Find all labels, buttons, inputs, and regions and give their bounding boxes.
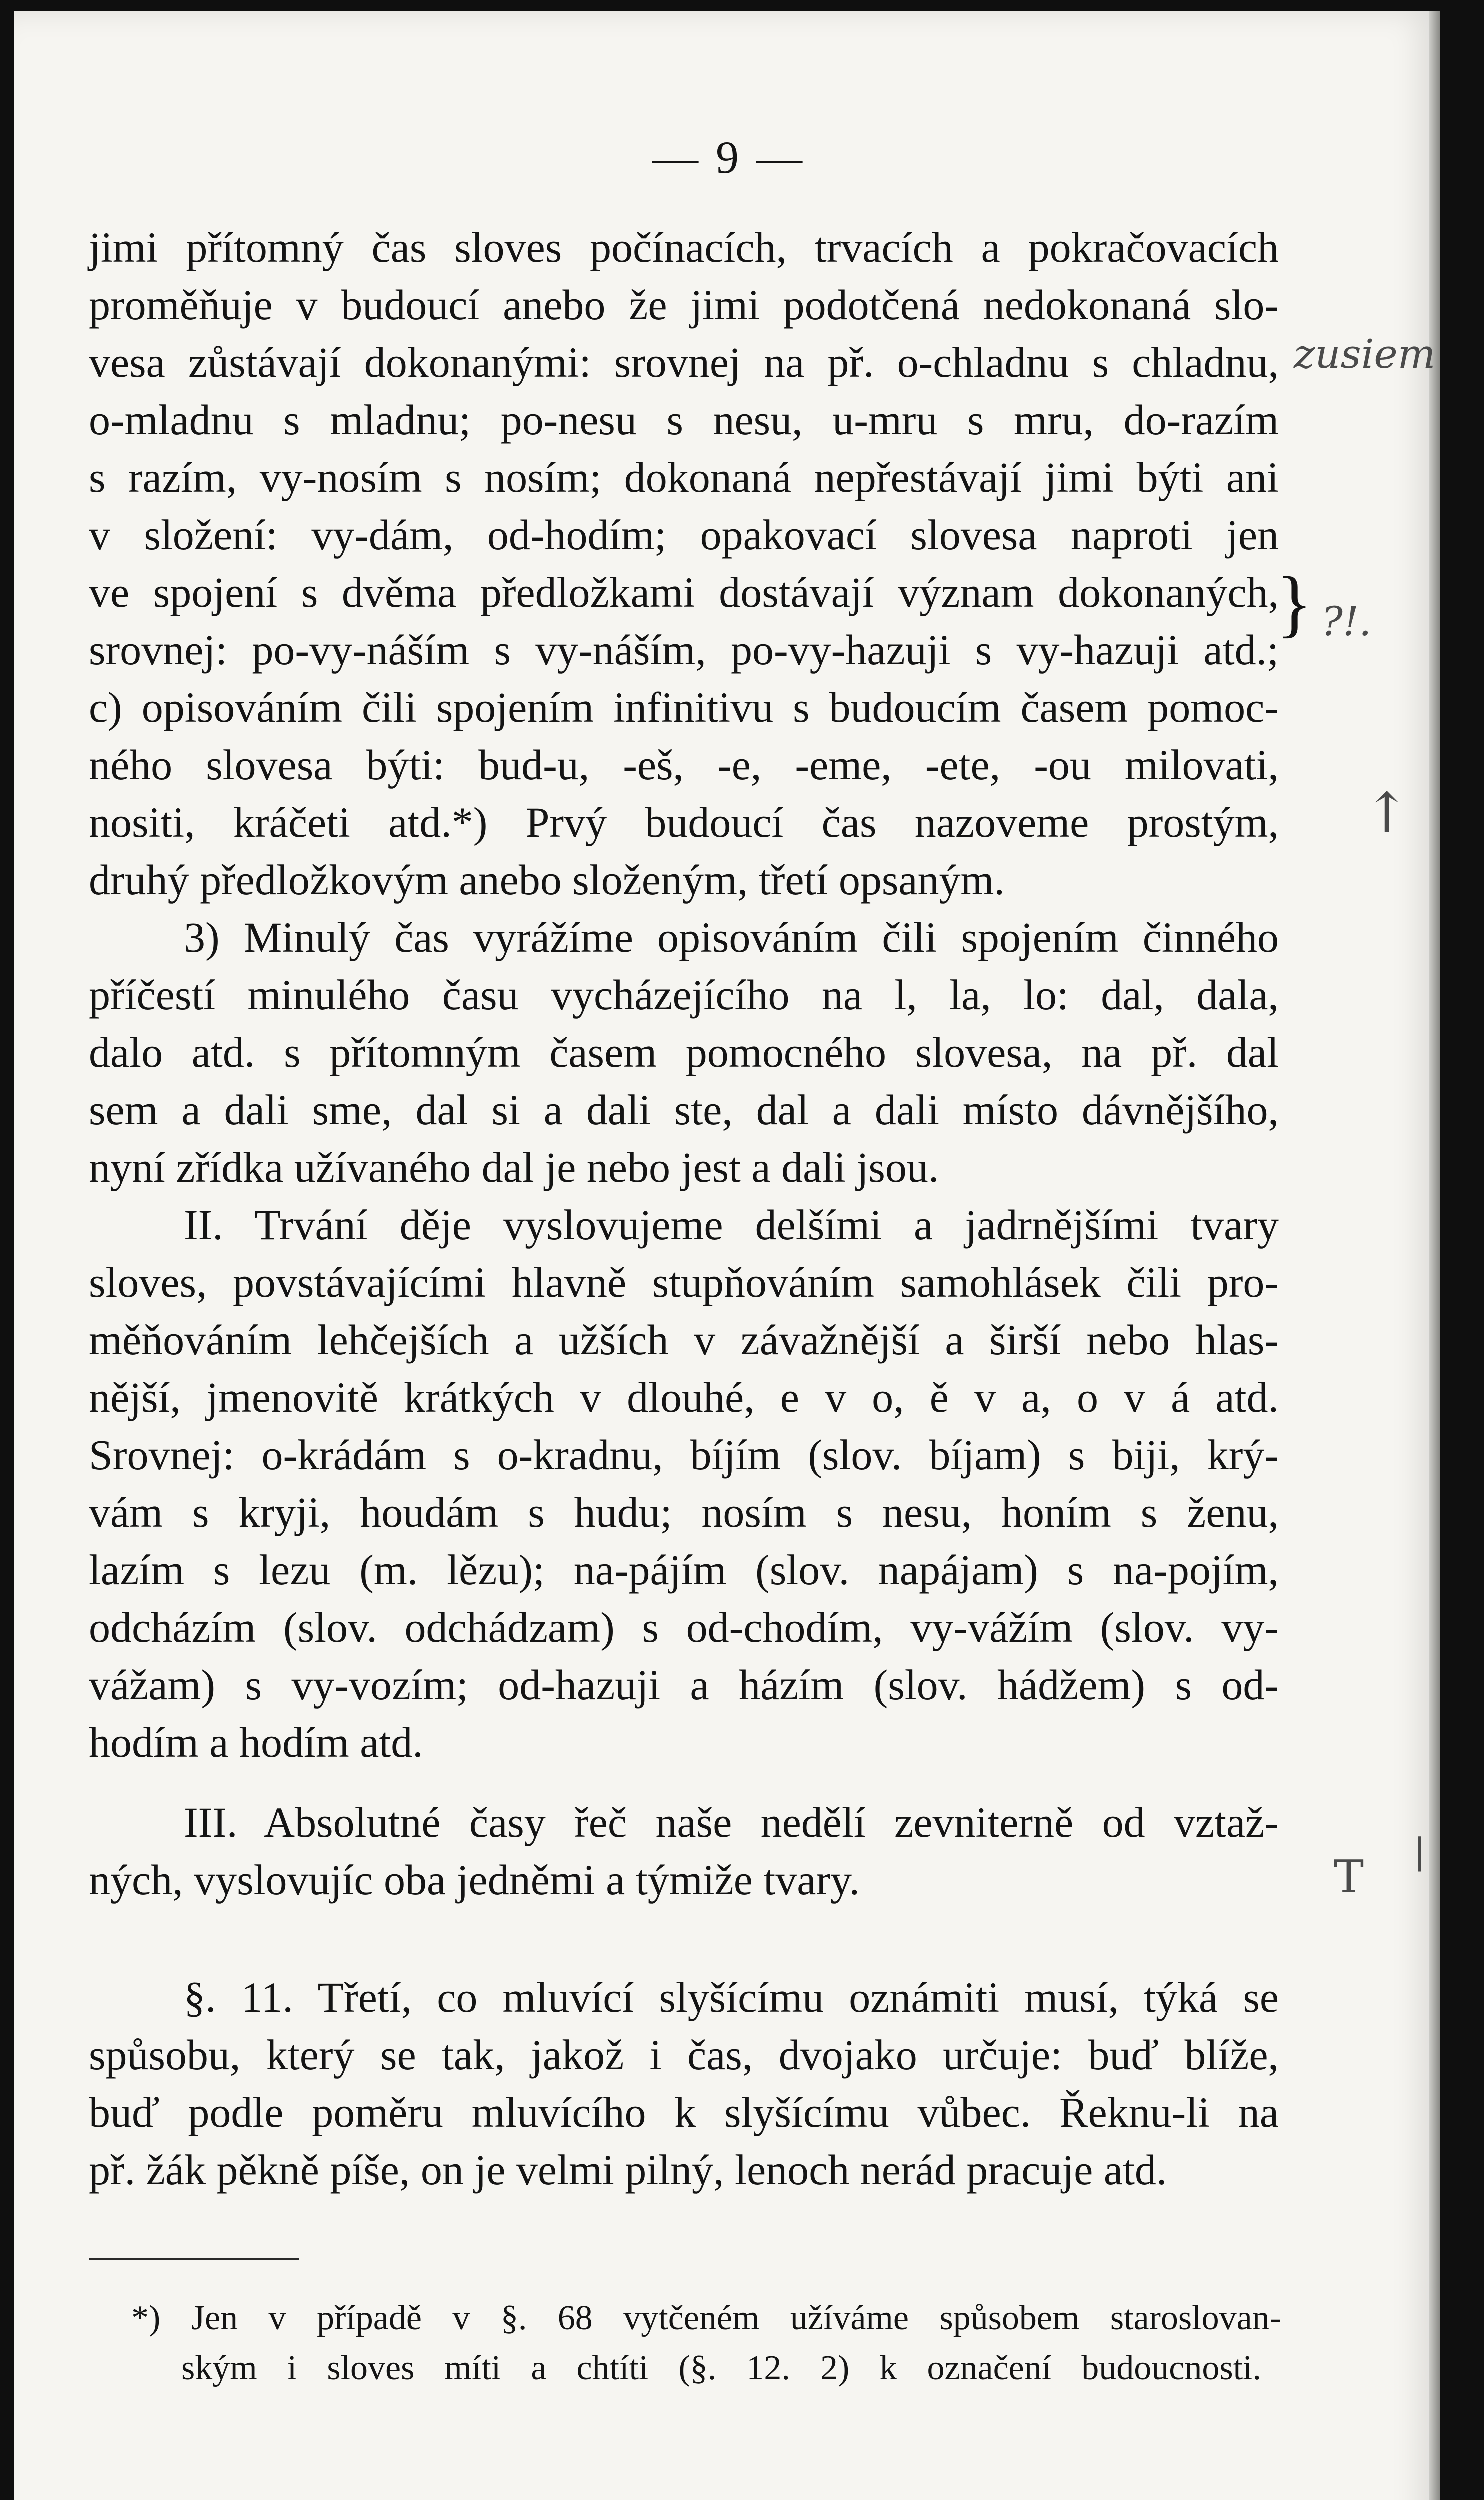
text-line: příčestí minulého času vycházejícího na l, la, lo: dal, dala, [89,971,1279,1019]
paragraph-first-line: 3) Minulý čas vyrážíme opisováním čili spojením činného [184,914,1279,962]
page-number: — 9 — [652,132,806,183]
text-line: srovnej: po-vy-náším s vy-náším, po-vy-hazuji s vy-hazuji atd.; [89,626,1279,674]
text-line: druhý předložkovým anebo složeným, třetí opsaným. [89,856,1005,904]
text-line: Srovnej: o-krádám s o-kradnu, bíjím (slov. bíjam) s biji, krý- [89,1431,1279,1479]
margin-note-word: zusiem [1294,331,1436,378]
page-edge-shadow [1429,11,1440,2500]
paragraph-first-line: II. Trvání děje vyslovujeme delšími a jadrnějšími tvary [184,1201,1279,1249]
margin-bracket: } [1276,562,1312,645]
text-line: př. žák pěkně píše, on je velmi pilný, lenoch nerád pracuje atd. [89,2146,1168,2194]
text-line: nější, jmenovitě krátkých v dlouhé, e v o, ě v a, o v á atd. [89,1374,1279,1422]
margin-note-tick: | [1414,1831,1426,1872]
text-line: proměňuje v budoucí anebo že jimi podotčená nedokonaná slo- [89,281,1279,329]
text-line: o-mladnu s mladnu; po-nesu s nesu, u-mru s mru, do-razím [89,396,1279,444]
text-line: ného slovesa býti: bud-u, -eš, -e, -eme, -ete, -ou milovati, [89,741,1279,789]
text-line: nositi, kráčeti atd.*) Prvý budoucí čas nazoveme prostým, [89,798,1279,846]
text-line: hodím a hodím atd. [89,1718,424,1766]
paragraph-first-line: III. Absolutné časy řeč naše nedělí zevniterně od vztaž- [184,1798,1279,1846]
text-line: ve spojení s dvěma předložkami dostávají význam dokonaných, [89,568,1279,616]
text-line: vám s kryji, houdám s hudu; nosím s nesu, honím s ženu, [89,1488,1279,1536]
arrow-up-icon: ↑ [1364,781,1410,845]
text-line: sem a dali sme, dal si a dali ste, dal a dali místo dávnějšího, [89,1086,1279,1134]
text-line: v složení: vy-dám, od-hodím; opakovací slovesa naproti jen [89,511,1279,559]
margin-note-query: ?!. [1322,598,1372,645]
text-line: s razím, vy-nosím s nosím; dokonaná nepřestávají jimi býti ani [89,454,1279,502]
footnote-rule [89,2258,299,2260]
text-line: sloves, povstávajícími hlavně stupňováním samohlásek čili pro- [89,1258,1279,1306]
footnote-line: *) Jen v případě v §. 68 vytčeném užíváme spůsobem staroslovan- [132,2299,1282,2338]
paper-sheet [14,11,1440,2500]
text-line: buď podle poměru mluvícího k slyšícímu vůbec. Řeknu-li na [89,2088,1279,2136]
text-line: odcházím (slov. odchádzam) s od-chodím, vy-vážím (slov. vy- [89,1604,1279,1652]
text-line: spůsobu, který se tak, jakož i čas, dvojako určuje: buď blíže, [89,2031,1279,2079]
text-line: dalo atd. s přítomným časem pomocného slovesa, na př. dal [89,1028,1279,1076]
text-line: jimi přítomný čas sloves počínacích, trvacích a pokračovacích [89,224,1279,272]
text-line: nyní zřídka užívaného dal je nebo jest a dali jsou. [89,1144,940,1192]
footnote-line: ským i sloves míti a chtíti (§. 12. 2) k označení budoucnosti. [182,2349,1262,2388]
text-line: ných, vyslovujíc oba jedněmi a týmiže tvary. [89,1856,860,1904]
text-line: lazím s lezu (m. lězu); na-pájím (slov. napájam) s na-pojím, [89,1546,1279,1594]
section-heading-line: §. 11. Třetí, co mluvící slyšícímu oznámiti musí, týká se [184,1974,1279,2022]
margin-note-tee: T [1334,1851,1364,1904]
text-line: c) opisováním čili spojením infinitivu s budoucím časem pomoc- [89,684,1279,732]
text-line: vážam) s vy-vozím; od-hazuji a házím (slov. hádžem) s od- [89,1661,1279,1709]
text-line: měňováním lehčejších a užších v závažnější a širší nebo hlas- [89,1316,1279,1364]
text-line: vesa zůstávají dokonanými: srovnej na př. o-chladnu s chladnu, [89,338,1279,386]
